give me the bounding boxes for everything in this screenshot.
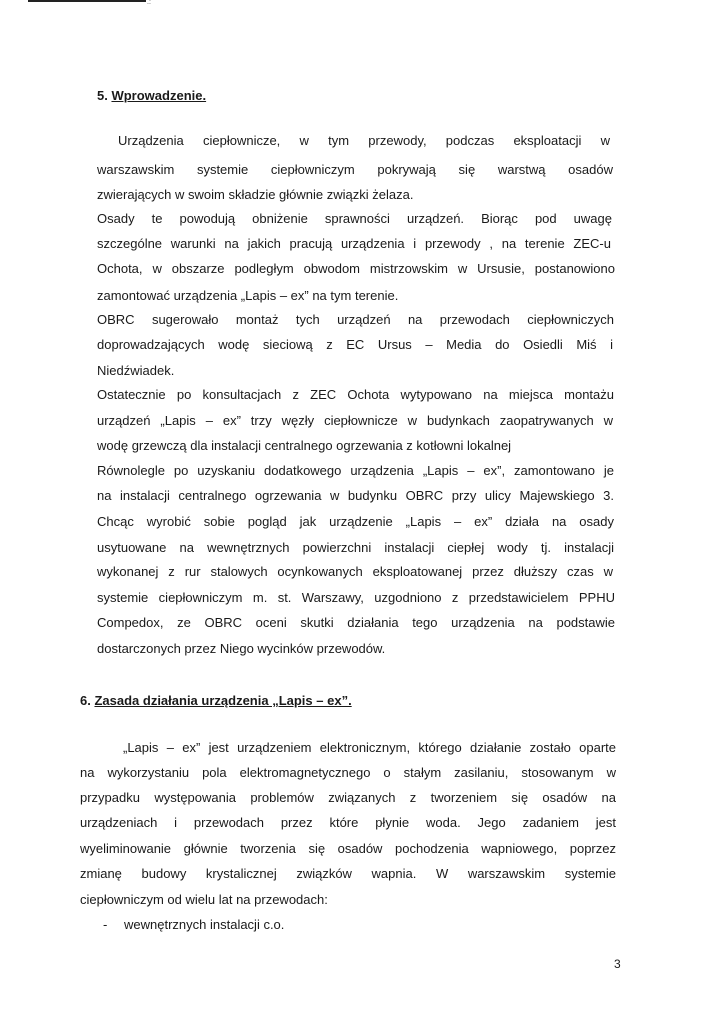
section-5-line: urządzeń „Lapis – ex” trzy węzły ciepłownicze w budynkach zaopatrywanych w: [97, 413, 613, 428]
section-6-number: 6.: [80, 693, 91, 708]
section-5-line: na instalacji centralnego ogrzewania w budynku OBRC przy ulicy Majewskiego 3.: [97, 488, 614, 503]
section-5-line: zwierających w swoim składzie głównie związki żelaza.: [97, 187, 414, 202]
section-5-line: zamontować urządzenia „Lapis – ex” na tym terenie.: [97, 288, 399, 303]
section-6-line: przypadku występowania problemów związanych z tworzeniem się osadów na: [80, 790, 616, 805]
section-5-line: OBRC sugerowało montaż tych urządzeń na przewodach ciepłowniczych: [97, 312, 614, 327]
section-5-line: szczególne warunki na jakich pracują urządzenia i przewody , na terenie ZEC-u: [97, 236, 611, 251]
section-5-line: wykonanej z rur stalowych ocynkowanych eksploatowanej przez dłuższy czas w: [97, 564, 613, 579]
bullet-marker: -: [103, 917, 108, 932]
section-6-line: ciepłowniczym od wielu lat na przewodach:: [80, 892, 328, 907]
section-5-line: dostarczonych przez Niego wycinków przewodów.: [97, 641, 386, 656]
section-5-line: systemie ciepłowniczym m. st. Warszawy, uzgodniono z przedstawicielem PPHU: [97, 590, 615, 605]
section-6-line: „Lapis – ex” jest urządzeniem elektronicznym, którego działanie zostało oparte: [123, 740, 616, 755]
section-6-line: na wykorzystaniu pola elektromagnetycznego o stałym zasilaniu, stosowanym w: [80, 765, 616, 780]
section-5-line: Ostatecznie po konsultacjach z ZEC Ochota wytypowano na miejsca montażu: [97, 387, 614, 402]
section-5-heading: [97, 88, 206, 103]
header-rule: [28, 0, 146, 2]
section-5-line: Niedźwiadek.: [97, 363, 175, 378]
section-6-heading: [80, 693, 352, 708]
section-5-line: Chcąc wyrobić sobie pogląd jak urządzenie „Lapis – ex” działa na osady: [97, 514, 614, 529]
section-6-title: Zasada działania urządzenia „Lapis – ex”.: [94, 693, 352, 708]
page-number: 3: [614, 957, 621, 971]
section-5-line: Osady te powodują obniżenie sprawności urządzeń. Biorąc pod uwagę: [97, 211, 612, 226]
section-5-line: Równolegle po uzyskaniu dodatkowego urządzenia „Lapis – ex”, zamontowano je: [97, 463, 614, 478]
header-rule-mark: .:: [147, 0, 151, 6]
section-5-line: Urządzenia ciepłownicze, w tym przewody, podczas eksploatacji w: [118, 133, 610, 148]
section-5-number: 5.: [97, 88, 108, 103]
section-5-line: usytuowane na wewnętrznych powierzchni instalacji ciepłej wody tj. instalacji: [97, 540, 614, 555]
section-5-line: warszawskim systemie ciepłowniczym pokrywają się warstwą osadów: [97, 162, 613, 177]
section-6-line: zmianę budowy krystalicznej związków wapnia. W warszawskim systemie: [80, 866, 616, 881]
section-5-line: doprowadzających wodę sieciową z EC Ursus – Media do Osiedli Miś i: [97, 337, 613, 352]
section-6-line: urządzeniach i przewodach przez które płynie woda. Jego zadaniem jest: [80, 815, 616, 830]
section-5-line: Compedox, ze OBRC oceni skutki działania tego urządzenia na podstawie: [97, 615, 615, 630]
bullet-item: wewnętrznych instalacji c.o.: [124, 917, 285, 932]
section-5-line: Ochota, w obszarze podległym obwodom mistrzowskim w Ursusie, postanowiono: [97, 261, 615, 276]
section-5-title: Wprowadzenie.: [111, 88, 207, 103]
section-6-line: wyeliminowanie głównie tworzenia się osadów pochodzenia wapniowego, poprzez: [80, 841, 616, 856]
section-5-line: wodę grzewczą dla instalacji centralnego ogrzewania z kotłowni lokalnej: [97, 438, 512, 453]
